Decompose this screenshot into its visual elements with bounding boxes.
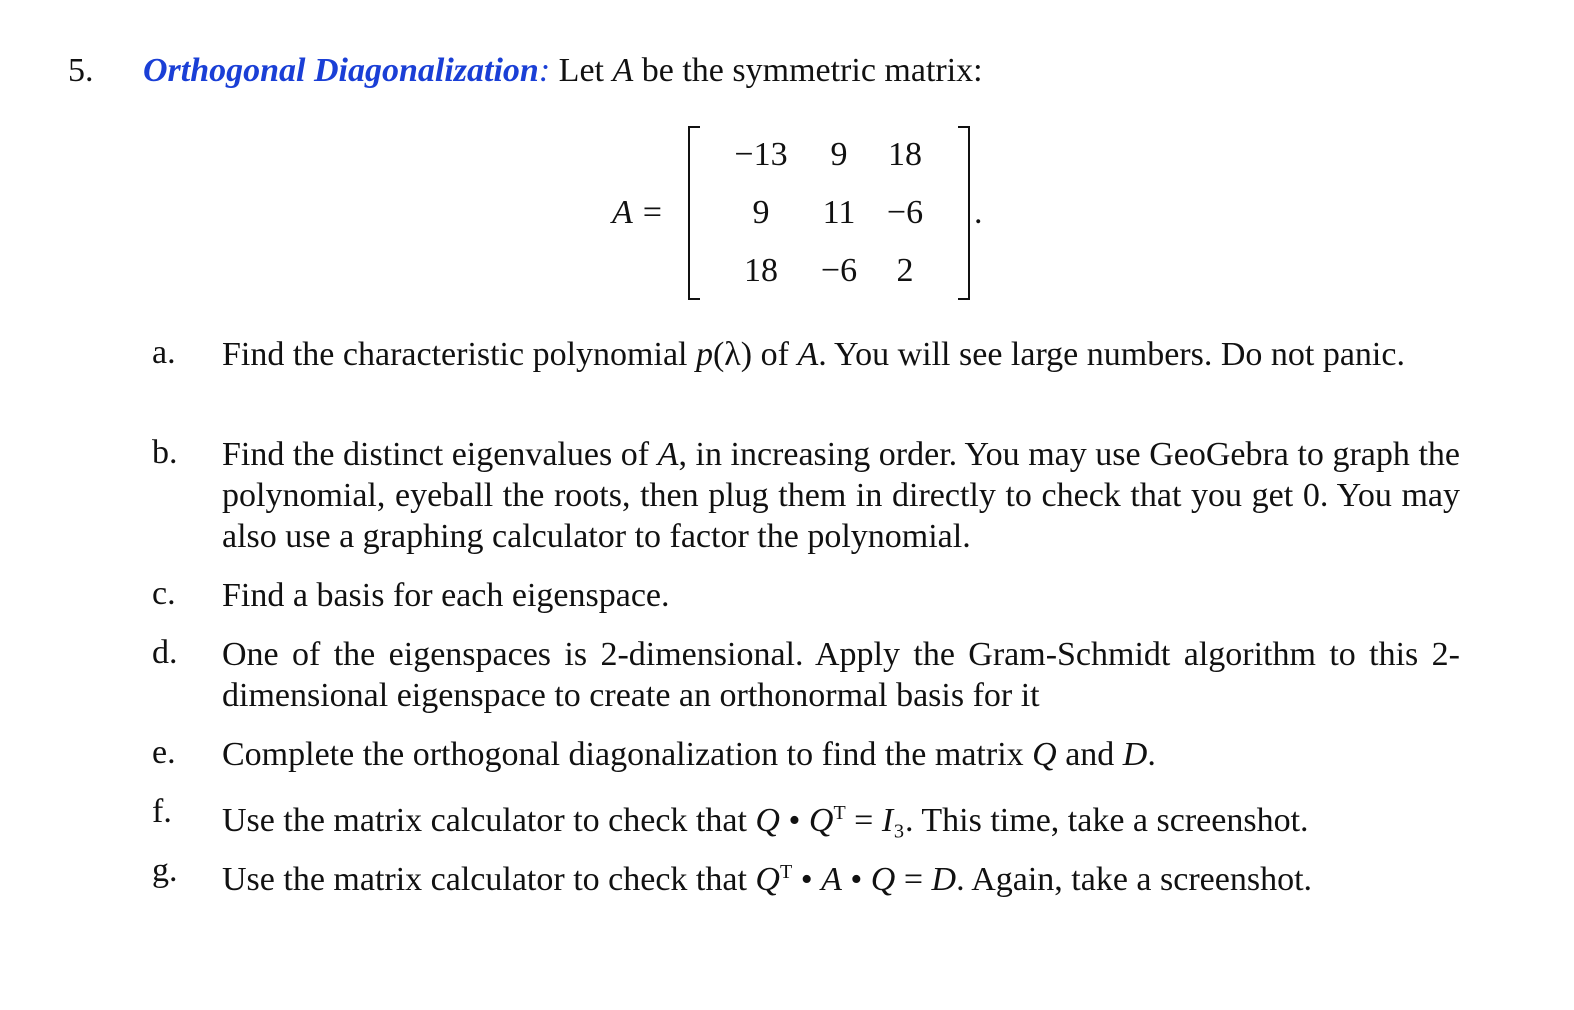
problem-heading bbox=[143, 52, 983, 90]
matrix-cell: 18 bbox=[888, 136, 922, 173]
item-label: g. bbox=[152, 852, 178, 889]
matrix-cell: 11 bbox=[822, 194, 856, 231]
item-label: f. bbox=[152, 793, 172, 830]
item-label: b. bbox=[152, 434, 178, 471]
title-colon: : bbox=[538, 52, 551, 89]
item-text: Find the distinct eigenvalues of A, in increasing order. You may use GeoGebra to graph the polynomial, eyeball the roots, then plug them in directly to check that you get 0. You may also use a graphing calculator to factor the polynomial. bbox=[222, 436, 1460, 555]
matrix-right-bracket bbox=[958, 126, 970, 300]
problem-number: 5. bbox=[68, 52, 94, 89]
intro-var: A bbox=[612, 52, 634, 89]
item-label: d. bbox=[152, 634, 178, 671]
matrix-cell: 9 bbox=[830, 136, 848, 173]
problem-title: Orthogonal Diagonalization bbox=[143, 52, 539, 89]
item-text: Use the matrix calculator to check that Q • $Q^T = I_3$. This time, take a screenshot. bbox=[222, 802, 1309, 839]
matrix-cell: 9 bbox=[752, 194, 770, 231]
item-text: Use the matrix calculator to check that $Q^T$ • A • Q = D. Again, take a screenshot. bbox=[222, 861, 1313, 898]
matrix-period: . bbox=[974, 194, 983, 231]
item-label: e. bbox=[152, 734, 176, 771]
matrix-cell: 18 bbox=[744, 252, 778, 289]
item-text: Find the characteristic polynomial p(λ) of A. You will see large numbers. Do not panic. bbox=[222, 336, 1405, 373]
intro-after: be the symmetric matrix: bbox=[633, 52, 983, 89]
item-text: Find a basis for each eigenspace. bbox=[222, 577, 670, 614]
item-text: One of the eigenspaces is 2-dimensional. Apply the Gram-Schmidt algorithm to this 2-dimensional eigenspace to create an orthonormal basis for it bbox=[222, 636, 1460, 714]
item-label: a. bbox=[152, 334, 176, 371]
matrix-left-bracket bbox=[688, 126, 700, 300]
item-label: c. bbox=[152, 575, 176, 612]
matrix-cell: −13 bbox=[734, 136, 788, 173]
matrix-display bbox=[612, 122, 992, 302]
intro-before: Let bbox=[558, 52, 613, 89]
matrix-cell: −6 bbox=[820, 252, 858, 289]
matrix-cell: −6 bbox=[886, 194, 924, 231]
item-text: Complete the orthogonal diagonalization to find the matrix Q and D. bbox=[222, 736, 1156, 773]
matrix-cell: 2 bbox=[896, 252, 914, 289]
matrix-lhs: A = bbox=[612, 194, 664, 231]
